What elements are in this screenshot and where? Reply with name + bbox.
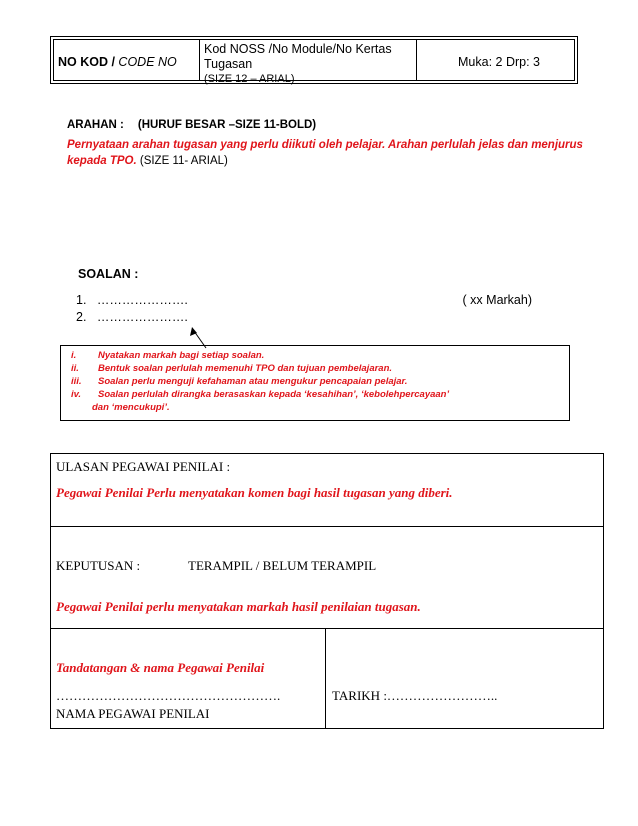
note-text: Nyatakan markah bagi setiap soalan. — [98, 350, 265, 361]
code-label-bold: NO KOD — [58, 55, 108, 69]
question-marks: ( xx Markah) — [462, 293, 532, 307]
question-number: 1. — [76, 293, 87, 307]
code-label-italic: CODE NO — [118, 55, 177, 69]
question-item — [76, 310, 188, 324]
page-cell — [417, 40, 574, 80]
date-label: TARIKH :…………………….. — [332, 688, 498, 703]
instructions-body-size-hint: (SIZE 11- ARIAL) — [136, 155, 228, 167]
noss-size-hint: (SIZE 12 – ARIAL) — [204, 73, 295, 85]
code-label — [58, 55, 177, 69]
noss-line-1: Kod NOSS /No Module/No Kertas — [204, 42, 392, 56]
questions-title: SOALAN : — [78, 267, 139, 281]
page-number: Muka: 2 Drp: 3 — [458, 55, 540, 69]
signature-row — [51, 628, 603, 728]
note-text: Bentuk soalan perlulah memenuhi TPO dan tujuan pembelajaran. — [98, 363, 393, 374]
review-row — [51, 454, 603, 527]
decision-row — [51, 526, 603, 629]
notes-callout-box — [60, 345, 570, 421]
instructions-title — [67, 119, 316, 131]
question-text: …………………. — [96, 293, 188, 307]
assessor-table — [50, 453, 604, 729]
question-text: …………………. — [96, 310, 188, 324]
note-text: Soalan perlu menguji kefahaman atau mengukur pencapaian pelajar. — [98, 376, 408, 387]
review-label: ULASAN PEGAWAI PENILAI : — [56, 459, 231, 474]
note-text: Soalan perlulah dirangka berasaskan kepada ‘kesahihan’, ‘kebolehpercayaan’ — [98, 389, 450, 400]
note-number: i. — [71, 350, 77, 361]
noss-cell — [200, 40, 417, 85]
code-cell — [54, 40, 200, 80]
signature-column-divider — [325, 628, 326, 728]
decision-label: KEPUTUSAN : — [56, 558, 141, 573]
instructions-body — [67, 137, 592, 169]
instructions-label: ARAHAN : — [67, 119, 124, 131]
decision-value: TERAMPIL / BELUM TERAMPIL — [188, 558, 377, 573]
decision-hint: Pegawai Penilai perlu menyatakan markah hasil penilaian tugasan. — [56, 599, 421, 614]
note-number: iii. — [71, 376, 82, 387]
assessor-name-label: NAMA PEGAWAI PENILAI — [56, 706, 210, 721]
instructions-format-hint: (HURUF BESAR –SIZE 11-BOLD) — [137, 119, 317, 131]
header-inner-frame — [53, 39, 575, 85]
question-item — [76, 293, 188, 307]
instructions-body-red: Pernyataan arahan tugasan yang perlu diikuti oleh pelajar. Arahan perlulah jelas dan menjurus kepada TPO. — [67, 139, 583, 167]
note-number: iv. — [71, 389, 82, 400]
document-header-table — [50, 36, 578, 84]
signature-hint: Tandatangan & nama Pegawai Penilai — [56, 660, 265, 675]
note-number: ii. — [71, 363, 79, 374]
note-text: dan ‘mencukupi’. — [92, 402, 170, 413]
noss-line-2: Tugasan — [204, 57, 253, 71]
review-hint: Pegawai Penilai Perlu menyatakan komen bagi hasil tugasan yang diberi. — [56, 485, 453, 500]
code-separator: / — [108, 55, 119, 69]
signature-line: ……………………………………………. — [56, 688, 281, 703]
question-number: 2. — [76, 310, 87, 324]
